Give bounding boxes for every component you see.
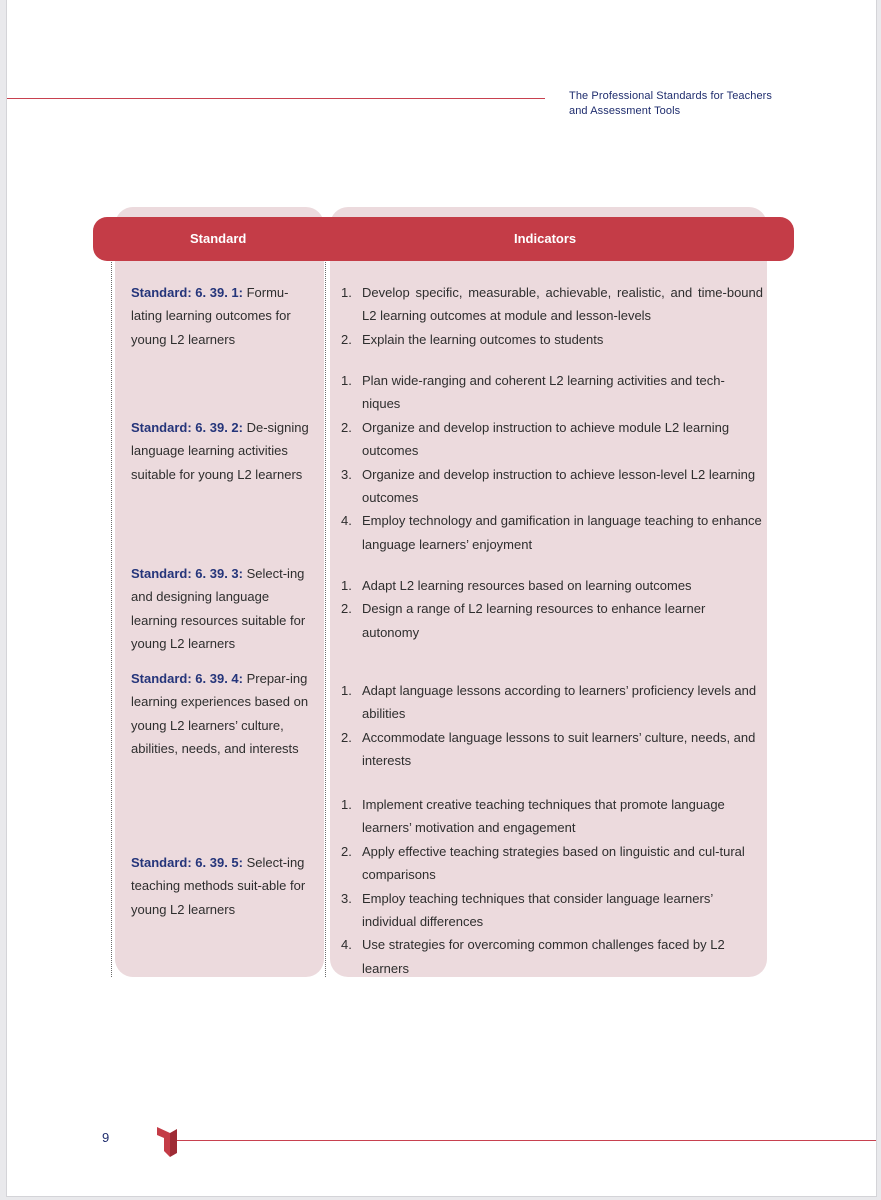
standard-title: Formu-lating learning outcomes for young L2 learners	[131, 285, 291, 347]
standard-code: Standard: 6. 39. 4:	[131, 671, 243, 686]
header-rule	[7, 98, 545, 99]
indicator-item	[341, 574, 763, 597]
standard-cell	[131, 416, 315, 486]
indicator-text: Organize and develop instruction to achieve lesson-level L2 learning outcomes	[362, 466, 756, 506]
indicator-text: Employ teaching techniques that consider language learners’ individual differences	[362, 890, 713, 930]
indicator-text: Design a range of L2 learning resources to enhance learner autonomy	[362, 601, 706, 640]
indicator-item	[341, 463, 763, 510]
indicator-item	[341, 369, 763, 416]
standard-title: Select-ing teaching methods suit-able for young L2 learners	[131, 855, 306, 917]
standard-title: De-signing language learning activities suitable for young L2 learners	[131, 420, 309, 482]
indicator-number: 4.	[341, 937, 352, 953]
indicator-text: Implement creative teaching techniques that promote language learners’ motivation and engagement	[362, 797, 725, 836]
indicator-number: 3.	[341, 466, 352, 482]
standard-cell	[131, 667, 315, 761]
indicator-item	[341, 416, 763, 463]
indicator-number: 2.	[341, 843, 352, 859]
indicator-number: 2.	[341, 601, 352, 617]
indicator-text: Develop specific, measurable, achievable, realistic, and time-bound L2 learning outcomes at module and lesson-levels	[362, 285, 763, 324]
indicator-text: Plan wide-ranging and coherent L2 learning activities and tech-niques	[362, 373, 725, 412]
indicator-number: 2.	[341, 331, 352, 347]
indicator-item	[341, 597, 763, 644]
standard-code: Standard: 6. 39. 5:	[131, 855, 243, 870]
indicator-item	[341, 509, 763, 556]
indicator-number: 2.	[341, 419, 352, 435]
table-header-bar	[93, 217, 794, 261]
indicator-item	[341, 793, 763, 840]
column-header-standard: Standard	[190, 231, 247, 246]
indicator-text: Adapt L2 learning resources based on learning outcomes	[362, 578, 692, 593]
running-header	[569, 89, 799, 119]
indicator-text: Accommodate language lessons to suit learners’ culture, needs, and interests	[362, 729, 756, 769]
indicator-item	[341, 840, 763, 887]
middle-dotted-divider	[325, 262, 326, 977]
standard-cell	[131, 281, 315, 351]
standard-title: Prepar-ing learning experiences based on young L2 learners’ culture, abilities, needs, and interests	[131, 671, 309, 757]
column-header-indicators: Indicators	[514, 231, 577, 246]
indicator-list	[341, 679, 763, 773]
indicator-list	[341, 281, 763, 351]
standard-code: Standard: 6. 39. 2:	[131, 420, 243, 435]
indicator-list	[341, 369, 763, 556]
indicator-number: 3.	[341, 890, 352, 906]
indicator-number: 4.	[341, 513, 352, 529]
indicator-number: 1.	[341, 373, 352, 388]
indicator-text: Organize and develop instruction to achieve module L2 learning outcomes	[362, 419, 730, 459]
indicator-text: Adapt language lessons according to learners’ proficiency levels and abilities	[362, 683, 757, 722]
standard-cell	[131, 562, 315, 656]
indicator-item	[341, 679, 763, 726]
indicator-text: Apply effective teaching strategies based on linguistic and cul-tural comparisons	[362, 843, 745, 883]
page-number: 9	[102, 1130, 110, 1145]
indicator-number: 1.	[341, 578, 352, 593]
standard-code: Standard: 6. 39. 3:	[131, 566, 243, 581]
indicator-item	[341, 726, 763, 773]
indicator-item	[341, 328, 763, 351]
running-header-line-2: and Assessment Tools	[569, 105, 681, 117]
standard-code: Standard: 6. 39. 1:	[131, 285, 243, 300]
indicator-text: Use strategies for overcoming common challenges faced by L2 learners	[362, 937, 725, 976]
indicator-number: 1.	[341, 797, 352, 812]
left-dotted-divider	[111, 262, 112, 977]
indicator-text: Explain the learning outcomes to students	[362, 331, 604, 347]
indicator-number: 2.	[341, 729, 352, 745]
indicator-list	[341, 793, 763, 980]
indicator-text: Employ technology and gamification in language teaching to enhance language learners’ enjoyment	[362, 513, 762, 552]
indicator-item	[341, 281, 763, 328]
ribbon-logo-icon	[155, 1125, 179, 1159]
running-header-line-1: The Professional Standards for Teachers	[569, 90, 773, 102]
standard-title: Select-ing and designing language learning resources suitable for young L2 learners	[131, 566, 306, 652]
indicator-number: 1.	[341, 683, 352, 698]
indicator-number: 1.	[341, 285, 352, 300]
document-page	[6, 0, 877, 1197]
indicator-item	[341, 887, 763, 934]
indicator-list	[341, 574, 763, 644]
standard-cell	[131, 851, 315, 921]
footer-rule	[177, 1140, 876, 1141]
indicator-item	[341, 933, 763, 980]
